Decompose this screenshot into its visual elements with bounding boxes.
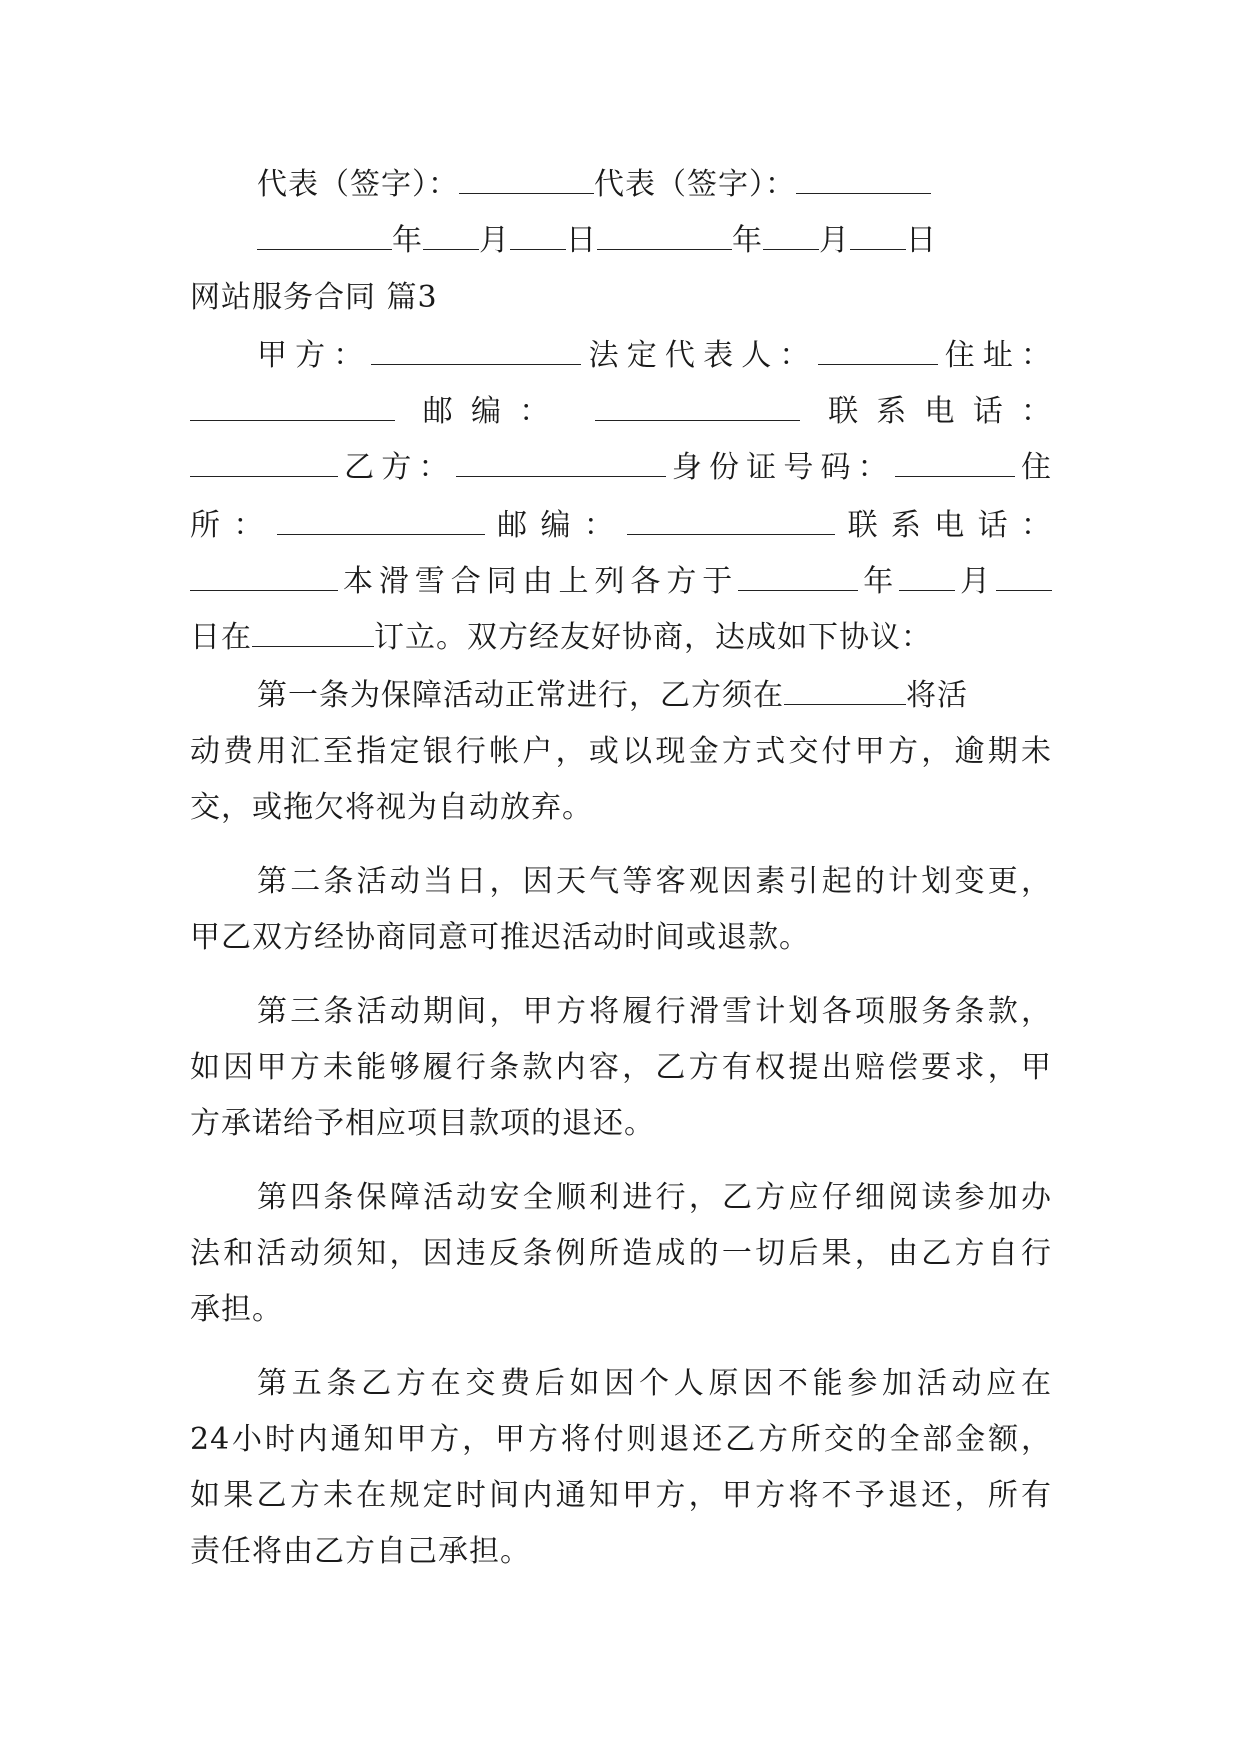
postcode-a-label: 邮编： <box>422 394 568 429</box>
intro-month-blank <box>899 562 955 591</box>
signature-line <box>257 165 1052 205</box>
party-b-line <box>190 448 1052 488</box>
date-month-blank-a <box>423 221 479 250</box>
residence-label-part1: 住 <box>1014 450 1053 485</box>
party-b-contact-line <box>190 506 1052 546</box>
date-year-blank-b <box>597 221 732 250</box>
date-year-blank-a <box>257 221 392 250</box>
clause-5-line-2: 24小时内通知甲方，甲方将付则退还乙方所交的全部金额， <box>190 1422 1052 1457</box>
clause-3-line-3: 方承诺给予相应项目款项的退还。 <box>190 1106 655 1141</box>
rep-b-label: 代表（签字）： <box>594 167 796 202</box>
party-a-label: 甲方： <box>257 338 372 373</box>
residence-label-part2: 所： <box>190 508 277 543</box>
signature-date-line <box>257 221 1052 261</box>
clause-4-line-1: 第四条保障活动安全顺利进行，乙方应仔细阅读参加办 <box>257 1180 1052 1215</box>
clause-4-line-2: 法和活动须知，因违反条例所造成的一切后果，由乙方自行 <box>190 1236 1052 1271</box>
phone-b-blank <box>190 562 338 591</box>
date-day-blank-b <box>850 221 906 250</box>
id-number-label: 身份证号码： <box>665 450 895 485</box>
clause-5-line-4: 责任将由乙方自己承担。 <box>190 1534 531 1569</box>
intro-day-at: 日在 <box>190 620 252 655</box>
postcode-a-blank <box>595 392 800 421</box>
date-day-blank-a <box>510 221 566 250</box>
legal-rep-blank <box>818 336 938 365</box>
id-number-blank <box>895 448 1015 477</box>
intro-text-1: 本滑雪合同由上列各方于 <box>338 564 739 599</box>
phone-a-label: 联系电话： <box>828 394 1053 429</box>
intro-year-blank <box>738 562 858 591</box>
party-b-blank <box>456 448 666 477</box>
intro-day-blank <box>996 562 1052 591</box>
clause-1-line-3: 交，或拖欠将视为自动放弃。 <box>190 790 593 825</box>
legal-rep-label: 法定代表人： <box>581 338 818 373</box>
party-b-label: 乙方： <box>338 450 456 485</box>
intro-month-label: 月 <box>955 564 996 599</box>
rep-b-blank <box>796 165 931 194</box>
phone-a-blank <box>190 448 338 477</box>
intro-place-blank <box>252 618 374 647</box>
clause-4-line-3: 承担。 <box>190 1292 283 1327</box>
intro-year-label: 年 <box>858 564 900 599</box>
address-blank <box>190 392 395 421</box>
month-label: 月 <box>819 223 850 258</box>
intro-line-2 <box>190 618 1052 658</box>
rep-a-label: 代表（签字）： <box>257 167 459 202</box>
day-label: 日 <box>906 223 937 258</box>
party-a-line <box>257 336 1052 376</box>
year-label: 年 <box>392 223 423 258</box>
clause-1-text-b: 将活 <box>906 678 968 713</box>
month-label: 月 <box>479 223 510 258</box>
postcode-b-label: 邮编： <box>484 508 628 543</box>
party-a-blank <box>371 336 581 365</box>
day-label: 日 <box>566 223 597 258</box>
clause-1-line-2: 动费用汇至指定银行帐户，或以现金方式交付甲方，逾期未 <box>190 734 1052 769</box>
clause-1-blank <box>784 676 906 705</box>
clause-3-line-1: 第三条活动期间，甲方将履行滑雪计划各项服务条款， <box>257 994 1052 1029</box>
rep-a-blank <box>459 165 594 194</box>
residence-blank <box>277 506 485 535</box>
section-title: 网站服务合同 篇3 <box>190 280 438 315</box>
intro-text-2: 订立。双方经友好协商，达成如下协议： <box>374 620 932 655</box>
postcode-b-blank <box>627 506 835 535</box>
clause-3-line-2: 如因甲方未能够履行条款内容，乙方有权提出赔偿要求，甲 <box>190 1050 1052 1085</box>
party-a-contact-line <box>190 392 1052 432</box>
clause-5-line-1: 第五条乙方在交费后如因个人原因不能参加活动应在 <box>257 1366 1052 1401</box>
year-label: 年 <box>732 223 763 258</box>
clause-1-text-a: 第一条为保障活动正常进行，乙方须在 <box>257 678 784 713</box>
intro-line-1 <box>190 562 1052 602</box>
clause-5-line-3: 如果乙方未在规定时间内通知甲方，甲方将不予退还，所有 <box>190 1478 1052 1513</box>
address-label: 住址： <box>937 338 1053 373</box>
clause-1-line-1 <box>257 676 1052 716</box>
date-month-blank-b <box>763 221 819 250</box>
clause-2-line-1: 第二条活动当日，因天气等客观因素引起的计划变更， <box>257 864 1052 899</box>
clause-2-line-2: 甲乙双方经协商同意可推迟活动时间或退款。 <box>190 920 810 955</box>
phone-b-label: 联系电话： <box>835 508 1053 543</box>
